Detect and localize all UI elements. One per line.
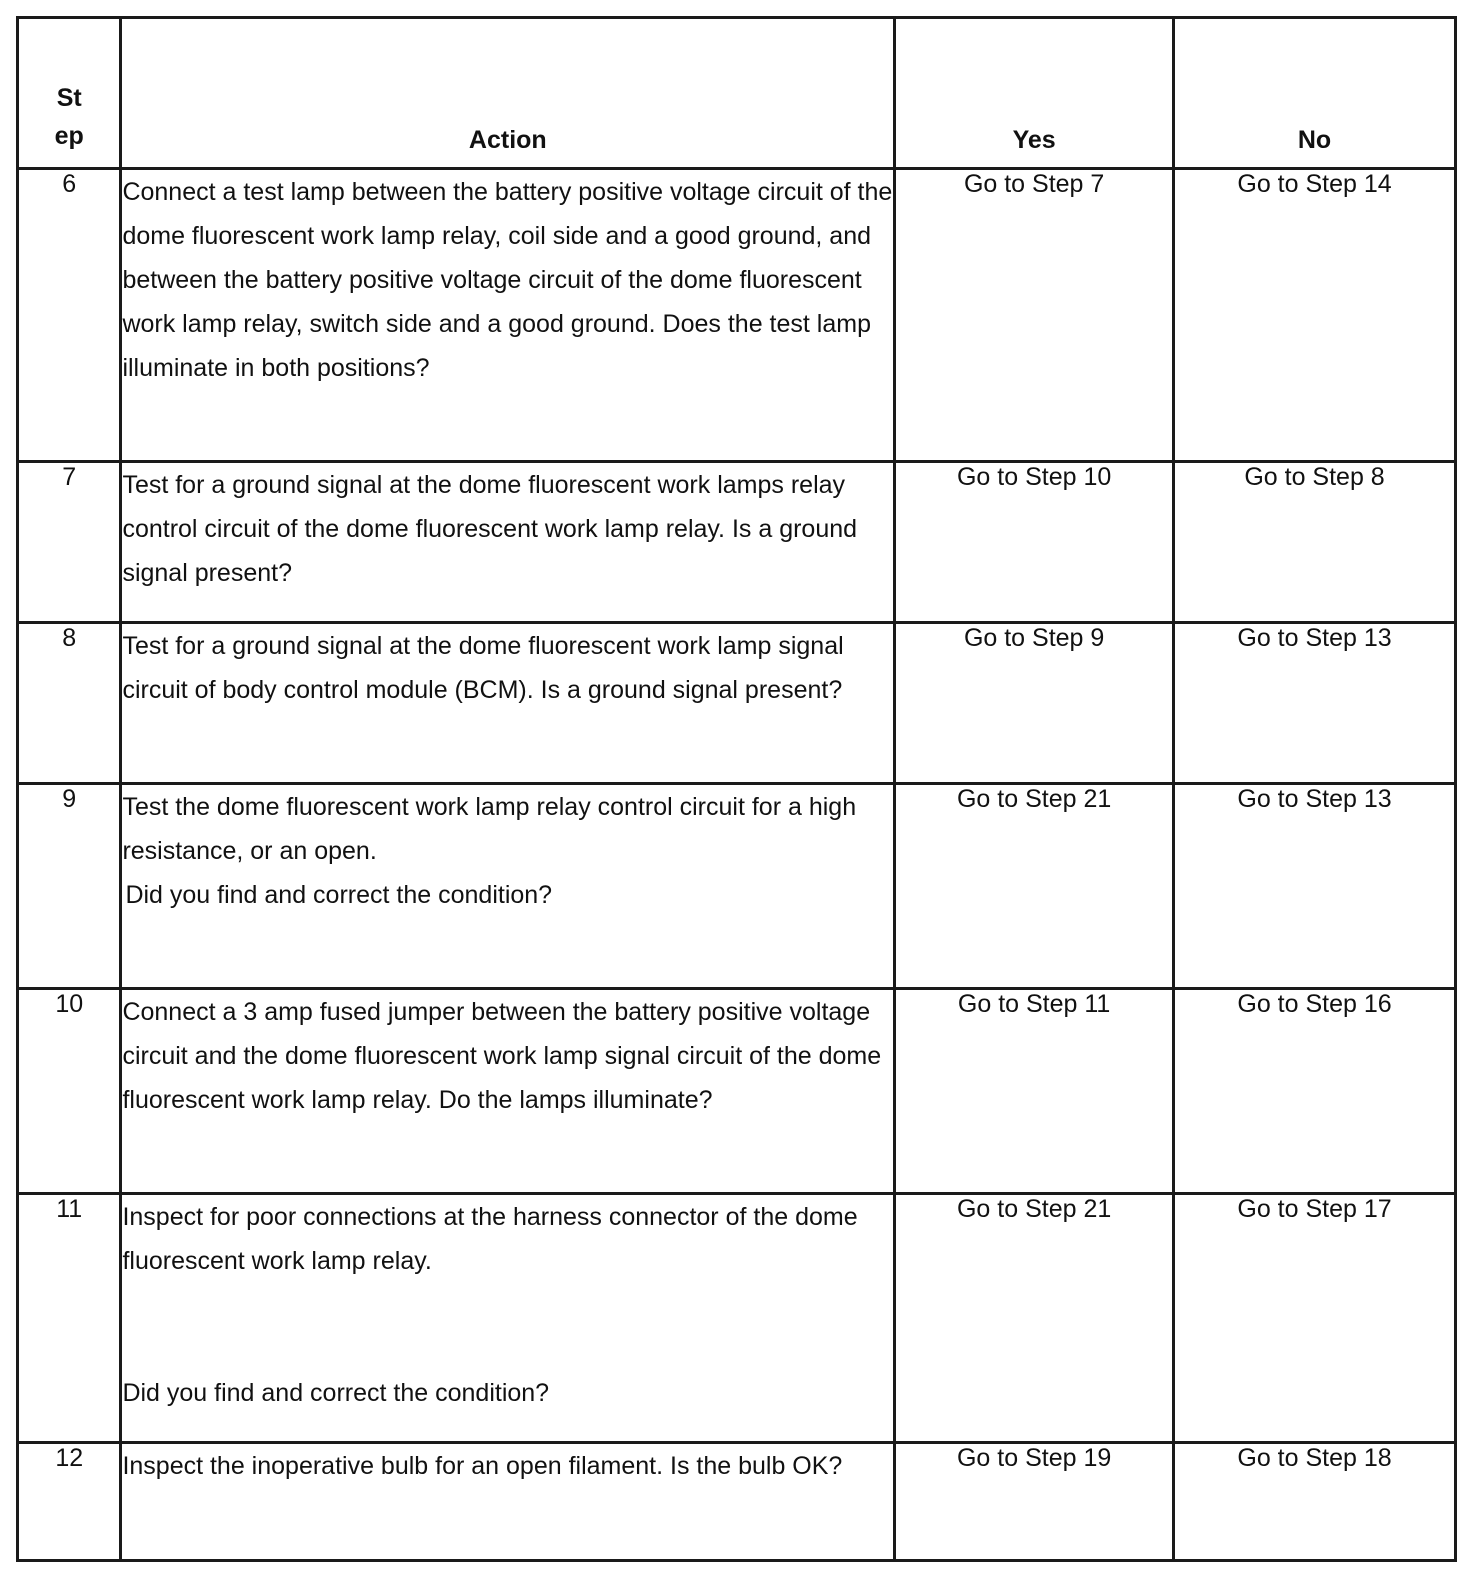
no-result: Go to Step 17 [1174, 1194, 1456, 1443]
header-yes: Yes [895, 18, 1174, 169]
table-row [18, 989, 1456, 1194]
step-number: 8 [18, 623, 121, 784]
yes-result: Go to Step 10 [895, 462, 1174, 623]
action-text [121, 784, 895, 989]
action-spacer [122, 1283, 893, 1371]
step-number: 7 [18, 462, 121, 623]
yes-result: Go to Step 9 [895, 623, 1174, 784]
header-step-line2: ep [54, 122, 84, 150]
header-step [18, 18, 121, 169]
no-result: Go to Step 13 [1174, 784, 1456, 989]
action-question: Did you find and correct the condition? [125, 881, 553, 909]
no-result: Go to Step 8 [1174, 462, 1456, 623]
table-row [18, 169, 1456, 462]
header-no: No [1174, 18, 1456, 169]
action-text-line: Inspect for poor connections at the harness connector of the dome fluorescent work lamp relay. [122, 1203, 858, 1275]
table-row [18, 462, 1456, 623]
yes-result: Go to Step 7 [895, 169, 1174, 462]
step-number: 10 [18, 989, 121, 1194]
step-number: 9 [18, 784, 121, 989]
diagnostic-table [16, 16, 1457, 1562]
table-row [18, 1443, 1456, 1561]
no-result: Go to Step 13 [1174, 623, 1456, 784]
table-row [18, 1194, 1456, 1443]
action-text: Connect a 3 amp fused jumper between the battery positive voltage circuit and the dome fluorescent work lamp signal circuit of the dome fluorescent work lamp relay. Do the lamps illuminate? [121, 989, 895, 1194]
step-number: 6 [18, 169, 121, 462]
no-result: Go to Step 16 [1174, 989, 1456, 1194]
table-header-row [18, 18, 1456, 169]
action-text-line: Test the dome fluorescent work lamp relay control circuit for a high resistance, or an open. [122, 793, 857, 865]
action-text: Test for a ground signal at the dome fluorescent work lamp signal circuit of body control module (BCM). Is a ground signal present? [121, 623, 895, 784]
action-text: Test for a ground signal at the dome fluorescent work lamps relay control circuit of the dome fluorescent work lamp relay. Is a ground signal present? [121, 462, 895, 623]
yes-result: Go to Step 19 [895, 1443, 1174, 1561]
header-action: Action [121, 18, 895, 169]
no-result: Go to Step 18 [1174, 1443, 1456, 1561]
yes-result: Go to Step 21 [895, 784, 1174, 989]
step-number: 11 [18, 1194, 121, 1443]
action-text: Inspect the inoperative bulb for an open filament. Is the bulb OK? [121, 1443, 895, 1561]
action-text [121, 1194, 895, 1443]
table-row [18, 623, 1456, 784]
no-result: Go to Step 14 [1174, 169, 1456, 462]
step-number: 12 [18, 1443, 121, 1561]
action-text: Connect a test lamp between the battery positive voltage circuit of the dome fluorescent work lamp relay, coil side and a good ground, and between the battery positive voltage circuit of the dome fluorescent work lamp relay, switch side and a good ground. Does the test lamp illuminate in both positions? [121, 169, 895, 462]
yes-result: Go to Step 21 [895, 1194, 1174, 1443]
yes-result: Go to Step 11 [895, 989, 1174, 1194]
header-step-line1: St [56, 84, 82, 112]
action-question: Did you find and correct the condition? [122, 1379, 550, 1407]
table-row [18, 784, 1456, 989]
